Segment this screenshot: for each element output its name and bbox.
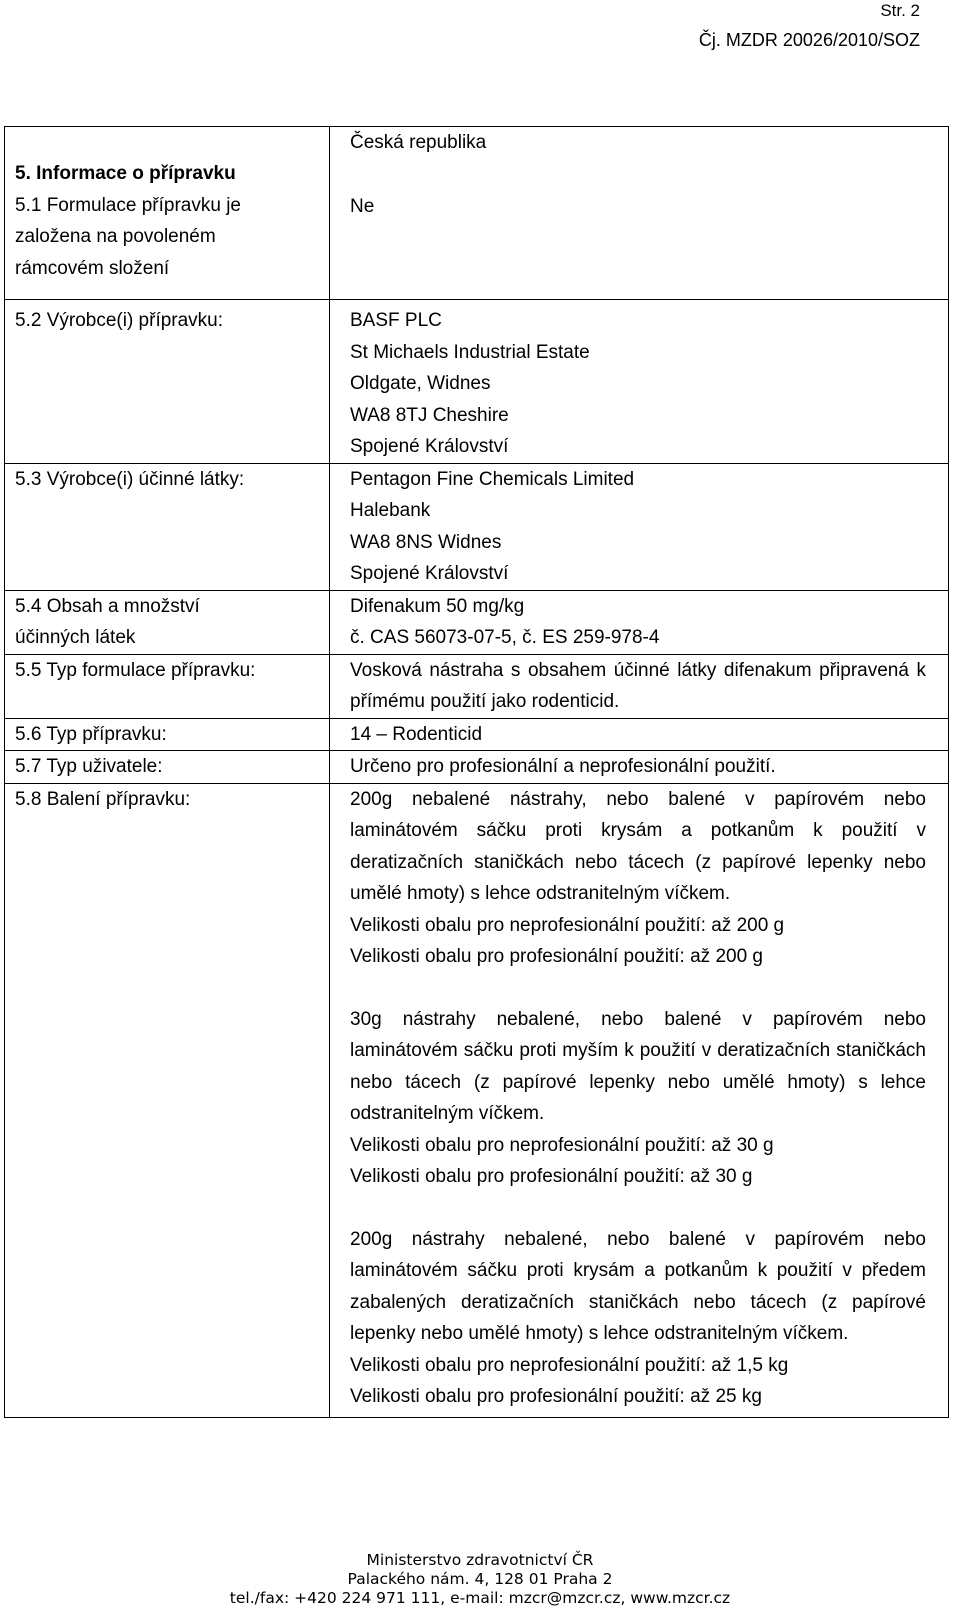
s51-label: 5.1 Formulace přípravku je založena na povoleném rámcovém složení: [15, 194, 241, 279]
s52-label: 5.2 Výrobce(i) přípravku:: [15, 310, 224, 331]
s53-line-1: Pentagon Fine Chemicals Limited: [350, 468, 635, 490]
cell-s55-label: [5, 654, 330, 718]
packaging-text: 200g nástrahy nebalené, nebo balené v papírovém nebo laminátovém sáčku proti krysám a potkanům k použití v předem zabalených deratizačních staničkách nebo tácech (z papírové lepenky nebo umělé hmoty) s lehce odstranitelným víčkem.: [350, 1228, 926, 1344]
table-row-5-4: [5, 590, 949, 654]
table-row-5-7: [5, 751, 949, 784]
packaging-nonpro-size: Velikosti obalu pro neprofesionální použití: až 200 g: [350, 914, 785, 936]
cell-s58-value: [330, 783, 949, 1417]
s55-label: 5.5 Typ formulace přípravku:: [15, 659, 256, 681]
s52-line-3: Oldgate, Widnes: [350, 373, 491, 394]
cell-s54-value: [330, 590, 949, 654]
cell-s56-label: [5, 718, 330, 751]
s53-line-4: Spojené Království: [350, 563, 509, 584]
s58-label: 5.8 Balení přípravku:: [15, 788, 191, 810]
s55-value: Vosková nástraha s obsahem účinné látky difenakum připravená k přímému použití jako rodenticid.: [350, 659, 926, 712]
table-row-5-2: [5, 300, 949, 464]
footer-address: Palackého nám. 4, 128 01 Praha 2: [347, 1570, 613, 1588]
s52-line-5: Spojené Království: [350, 436, 509, 457]
table-row-5-1: [5, 127, 949, 300]
s53-label: 5.3 Výrobce(i) účinné látky:: [15, 468, 245, 490]
s57-label: 5.7 Typ uživatele:: [15, 756, 163, 777]
country-label: Česká republika: [350, 132, 487, 153]
s52-line-1: BASF PLC: [350, 310, 442, 331]
packaging-block-3: [350, 1224, 926, 1413]
table-row-5-8: [5, 783, 949, 1417]
packaging-block-1: [350, 784, 926, 973]
packaging-pro-size: Velikosti obalu pro profesionální použití: až 25 kg: [350, 1386, 762, 1407]
packaging-text: 30g nástrahy nebalené, nebo balené v papírovém nebo laminátovém sáčku proti myším k použití v deratizačních staničkách nebo tácech (z papírové lepenky nebo umělé hmoty) s lehce odstranitelným víčkem.: [350, 1008, 926, 1124]
cell-s53-label: [5, 463, 330, 590]
s57-value: Určeno pro profesionální a neprofesionální použití.: [350, 756, 776, 777]
packaging-text: 200g nebalené nástrahy, nebo balené v papírovém nebo laminátovém sáčku proti krysám a potkanům k použití v deratizačních staničkách nebo tácech (z papírové lepenky nebo umělé hmoty) s lehce odstranitelným víčkem.: [350, 788, 926, 904]
table-row-5-5: [5, 654, 949, 718]
page-number: Str. 2: [880, 1, 920, 20]
cell-s57-label: [5, 751, 330, 784]
s52-line-2: St Michaels Industrial Estate: [350, 341, 590, 363]
document-reference: Čj. MZDR 20026/2010/SOZ: [698, 30, 920, 50]
cell-s51-value: [330, 127, 949, 300]
packaging-pro-size: Velikosti obalu pro profesionální použití: až 30 g: [350, 1166, 753, 1187]
packaging-nonpro-size: Velikosti obalu pro neprofesionální použití: až 30 g: [350, 1134, 774, 1156]
footer-ministry: Ministerstvo zdravotnictví ČR: [366, 1551, 594, 1569]
cell-s53-value: [330, 463, 949, 590]
section-5-heading: 5. Informace o přípravku: [15, 163, 236, 184]
packaging-nonpro-size: Velikosti obalu pro neprofesionální použití: až 1,5 kg: [350, 1354, 789, 1376]
s54-label: 5.4 Obsah a množství účinných látek: [15, 595, 200, 648]
cell-s54-label: [5, 590, 330, 654]
s54-line-1: Difenakum 50 mg/kg: [350, 595, 525, 617]
cell-s58-label: [5, 783, 330, 1417]
cell-s55-value: [330, 654, 949, 718]
s56-value: 14 – Rodenticid: [350, 723, 483, 745]
cell-s52-value: [330, 300, 949, 464]
s52-line-4: WA8 8TJ Cheshire: [350, 404, 509, 426]
s51-value: Ne: [350, 195, 375, 217]
cell-s52-label: [5, 300, 330, 464]
product-info-table: [4, 126, 949, 1418]
footer-contact: tel./fax: +420 224 971 111, e-mail: mzcr@mzcr.cz, www.mzcr.cz: [229, 1589, 731, 1607]
cell-s51-label: [5, 127, 330, 300]
packaging-block-2: [350, 1004, 926, 1193]
s53-line-2: Halebank: [350, 500, 431, 521]
cell-s56-value: [330, 718, 949, 751]
packaging-pro-size: Velikosti obalu pro profesionální použití: až 200 g: [350, 946, 763, 967]
table-row-5-6: [5, 718, 949, 751]
cell-s57-value: [330, 751, 949, 784]
s56-label: 5.6 Typ přípravku:: [15, 723, 167, 745]
table-row-5-3: [5, 463, 949, 590]
s54-line-2: č. CAS 56073-07-5, č. ES 259-978-4: [350, 627, 660, 648]
s53-line-3: WA8 8NS Widnes: [350, 531, 502, 553]
